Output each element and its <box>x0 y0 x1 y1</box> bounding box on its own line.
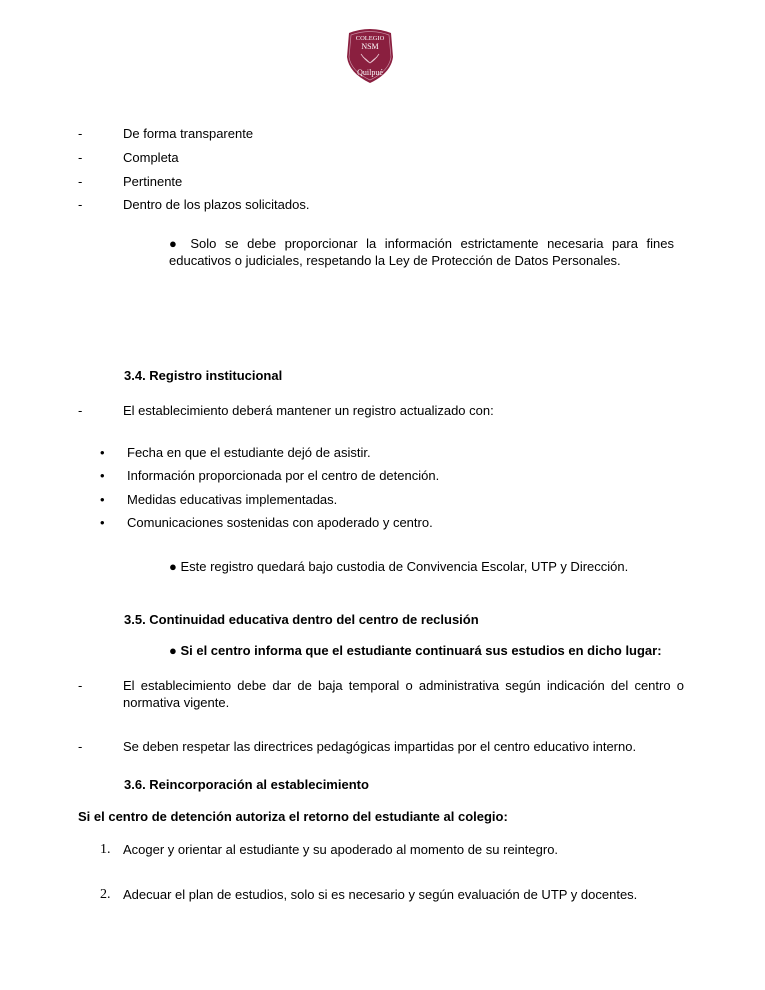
dash-marker: - <box>78 403 83 418</box>
list-item: Comunicaciones sostenidas con apoderado y centro. <box>127 515 433 530</box>
list-item: Dentro de los plazos solicitados. <box>123 197 310 212</box>
paragraph: El establecimiento deberá mantener un registro actualizado con: <box>123 403 494 418</box>
list-item: Adecuar el plan de estudios, solo si es necesario y según evaluación de UTP y docentes. <box>123 887 638 902</box>
subheading: ● Si el centro informa que el estudiante continuará sus estudios en dicho lugar: <box>169 643 662 658</box>
section-heading: 3.6. Reincorporación al establecimiento <box>124 777 369 792</box>
list-item: Medidas educativas implementadas. <box>127 492 338 507</box>
list-item: El establecimiento debe dar de baja temporal o administrativa según indicación del centro o normativa vigente. <box>123 678 684 710</box>
section-heading: 3.5. Continuidad educativa dentro del centro de reclusión <box>124 612 479 627</box>
list-item: Acoger y orientar al estudiante y su apoderado al momento de su reintegro. <box>123 842 559 857</box>
dash-marker: - <box>78 126 83 141</box>
dash-marker: - <box>78 678 83 693</box>
list-number: 1. <box>100 842 111 857</box>
bullet-marker: • <box>100 515 105 530</box>
section-heading: 3.4. Registro institucional <box>124 368 283 383</box>
list-item: De forma transparente <box>123 126 254 141</box>
bullet-marker: • <box>100 445 105 460</box>
bullet-marker: • <box>100 492 105 507</box>
list-item: Fecha en que el estudiante dejó de asistir. <box>127 445 371 460</box>
dash-marker: - <box>78 174 83 189</box>
list-item: Pertinente <box>123 174 183 189</box>
svg-text:COLEGIO: COLEGIO <box>355 35 385 42</box>
lead-paragraph: Si el centro de detención autoriza el retorno del estudiante al colegio: <box>78 809 508 824</box>
note-paragraph: ● Este registro quedará bajo custodia de Convivencia Escolar, UTP y Dirección. <box>169 559 629 574</box>
school-crest-logo <box>343 27 397 85</box>
list-item: Información proporcionada por el centro de detención. <box>127 468 440 483</box>
list-item: Completa <box>123 150 179 165</box>
svg-text:Quilpué: Quilpué <box>357 68 383 77</box>
svg-text:NSM: NSM <box>361 42 379 51</box>
dash-marker: - <box>78 150 83 165</box>
dash-marker: - <box>78 739 83 754</box>
bullet-marker: • <box>100 468 105 483</box>
list-number: 2. <box>100 887 111 902</box>
note-paragraph: ● Solo se debe proporcionar la información estrictamente necesaria para fines educativos o judiciales, respetando la Ley de Protección de Datos Personales. <box>169 236 674 268</box>
list-item: Se deben respetar las directrices pedagógicas impartidas por el centro educativo interno. <box>123 739 637 754</box>
dash-marker: - <box>78 197 83 212</box>
